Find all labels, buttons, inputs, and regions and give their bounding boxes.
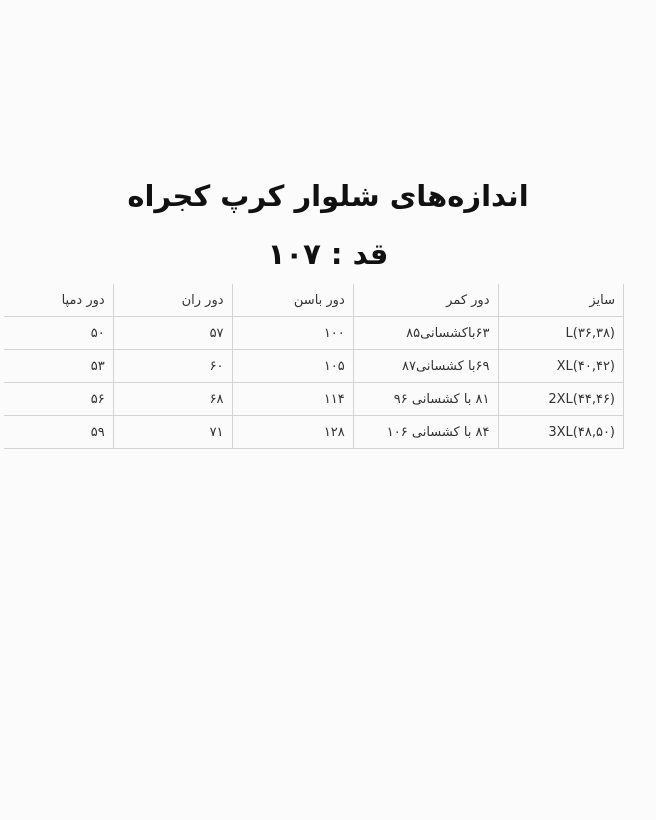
header-size: سایز	[498, 284, 624, 317]
cell-hip: ۱۰۰	[232, 317, 353, 350]
table-body	[4, 317, 624, 449]
height-subtitle: قد : ۱۰۷	[267, 237, 389, 271]
cell-hem: ۵۳	[4, 350, 113, 383]
cell-thigh: ۵۷	[113, 317, 232, 350]
page-title: اندازه‌های شلوار کرپ کجراه	[127, 179, 529, 213]
cell-hip: ۱۱۴	[232, 383, 353, 416]
cell-waist: ۶۹با کشسانی۸۷	[353, 350, 498, 383]
cell-hem: ۵۶	[4, 383, 113, 416]
header-hip: دور باسن	[232, 284, 353, 317]
cell-hip: ۱۲۸	[232, 416, 353, 449]
table-row	[4, 317, 624, 350]
table-row	[4, 350, 624, 383]
cell-hem: ۵۰	[4, 317, 113, 350]
cell-waist: ۶۳باکشسانی۸۵	[353, 317, 498, 350]
cell-size: 2XL(۴۴,۴۶)	[498, 383, 624, 416]
cell-hem: ۵۹	[4, 416, 113, 449]
header-waist: دور کمر	[353, 284, 498, 317]
cell-size: 3XL(۴۸,۵۰)	[498, 416, 624, 449]
cell-thigh: ۶۸	[113, 383, 232, 416]
header-thigh: دور ران	[113, 284, 232, 317]
table-header-row	[4, 284, 624, 317]
cell-waist: ۸۱ با کشسانی ۹۶	[353, 383, 498, 416]
cell-thigh: ۶۰	[113, 350, 232, 383]
cell-hip: ۱۰۵	[232, 350, 353, 383]
cell-size: L(۳۶,۳۸)	[498, 317, 624, 350]
cell-size: XL(۴۰,۴۲)	[498, 350, 624, 383]
table-row	[4, 416, 624, 449]
size-table	[4, 284, 624, 449]
cell-waist: ۸۴ با کشسانی ۱۰۶	[353, 416, 498, 449]
header-hem: دور دمپا	[4, 284, 113, 317]
table-header	[4, 284, 624, 317]
cell-thigh: ۷۱	[113, 416, 232, 449]
table-row	[4, 383, 624, 416]
